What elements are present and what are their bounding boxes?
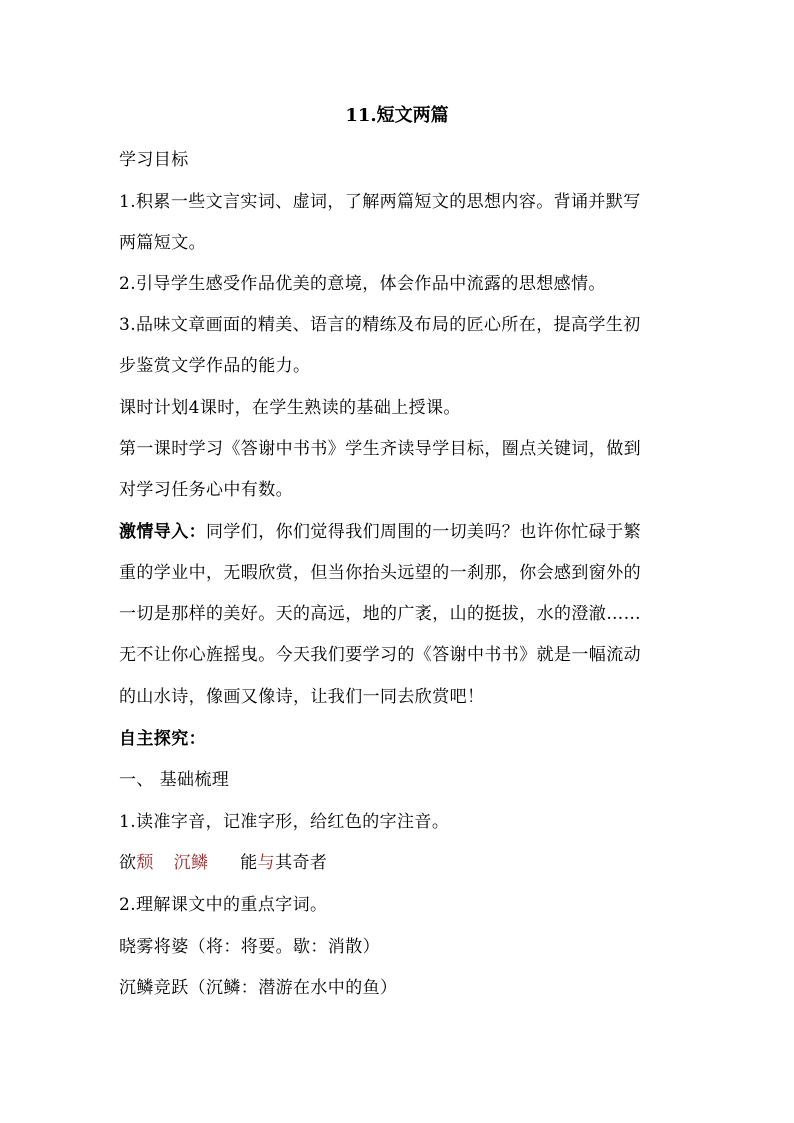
objectives-heading: 学习目标 [119,150,189,170]
intro-paragraph-line-4: 无不让你心旌摇曳。今天我们要学习的《答谢中书书》就是一幅流动 [119,645,641,665]
vocab-1: 晓雾将婆（将：将要。歇：消散） [119,937,380,957]
word-3: 能与其奇者 [240,853,328,873]
section-1-heading: 一、 基础梳理 [119,770,230,790]
word-1: 欲颓 [119,853,154,873]
objective-3-line-1: 3.品味文章画面的精美、语言的精练及布局的匠心所在，提高学生初 [119,315,641,335]
intro-paragraph-line-5: 的山水诗，像画又像诗，让我们一同去欣赏吧！ [119,687,485,707]
lesson-1-line-2: 对学习任务心中有数。 [119,480,293,500]
vocab-2: 沉鳞竞跃（沉鳞：潜游在水中的鱼） [119,978,398,998]
intro-paragraph-line-3: 一切是那样的美好。天的高远，地的广袤，山的挺拔，水的澄澈…… [119,604,641,624]
explore-heading: 自主探究： [119,729,206,749]
objective-2: 2.引导学生感受作品优美的意境，体会作品中流露的思想感情。 [119,274,606,294]
lesson-1-line-1: 第一课时学习《答谢中书书》学生齐读导学目标，圈点关键词，做到 [119,439,641,459]
word-2-highlight: 沉鳞 [173,853,209,873]
document-title: 11.短文两篇 [345,105,449,126]
pronunciation-words [119,851,679,875]
objective-1-line-2: 两篇短文。 [119,233,206,253]
objective-1-line-1: 1.积累一些文言实词、虚词，了解两篇短文的思想内容。背诵并默写 [119,192,641,212]
item-1: 1.读准字音，记准字形，给红色的字注音。 [119,812,450,832]
word-1-highlight: 颓 [136,853,154,873]
objective-3-line-2: 步鉴赏文学作品的能力。 [119,356,311,376]
intro-paragraph-line-1 [119,520,679,544]
intro-paragraph-line-2: 重的学业中，无暇欣赏，但当你抬头远望的一刹那，你会感到窗外的 [119,563,641,583]
intro-label: 激情导入： [119,522,206,542]
item-2: 2.理解课文中的重点字词。 [119,895,328,915]
schedule-line: 课时计划4课时，在学生熟读的基础上授课。 [119,398,461,418]
word-3-highlight: 与 [257,853,276,873]
intro-text: 同学们，你们觉得我们周围的一切美吗？也许你忙碌于繁 [206,522,641,542]
